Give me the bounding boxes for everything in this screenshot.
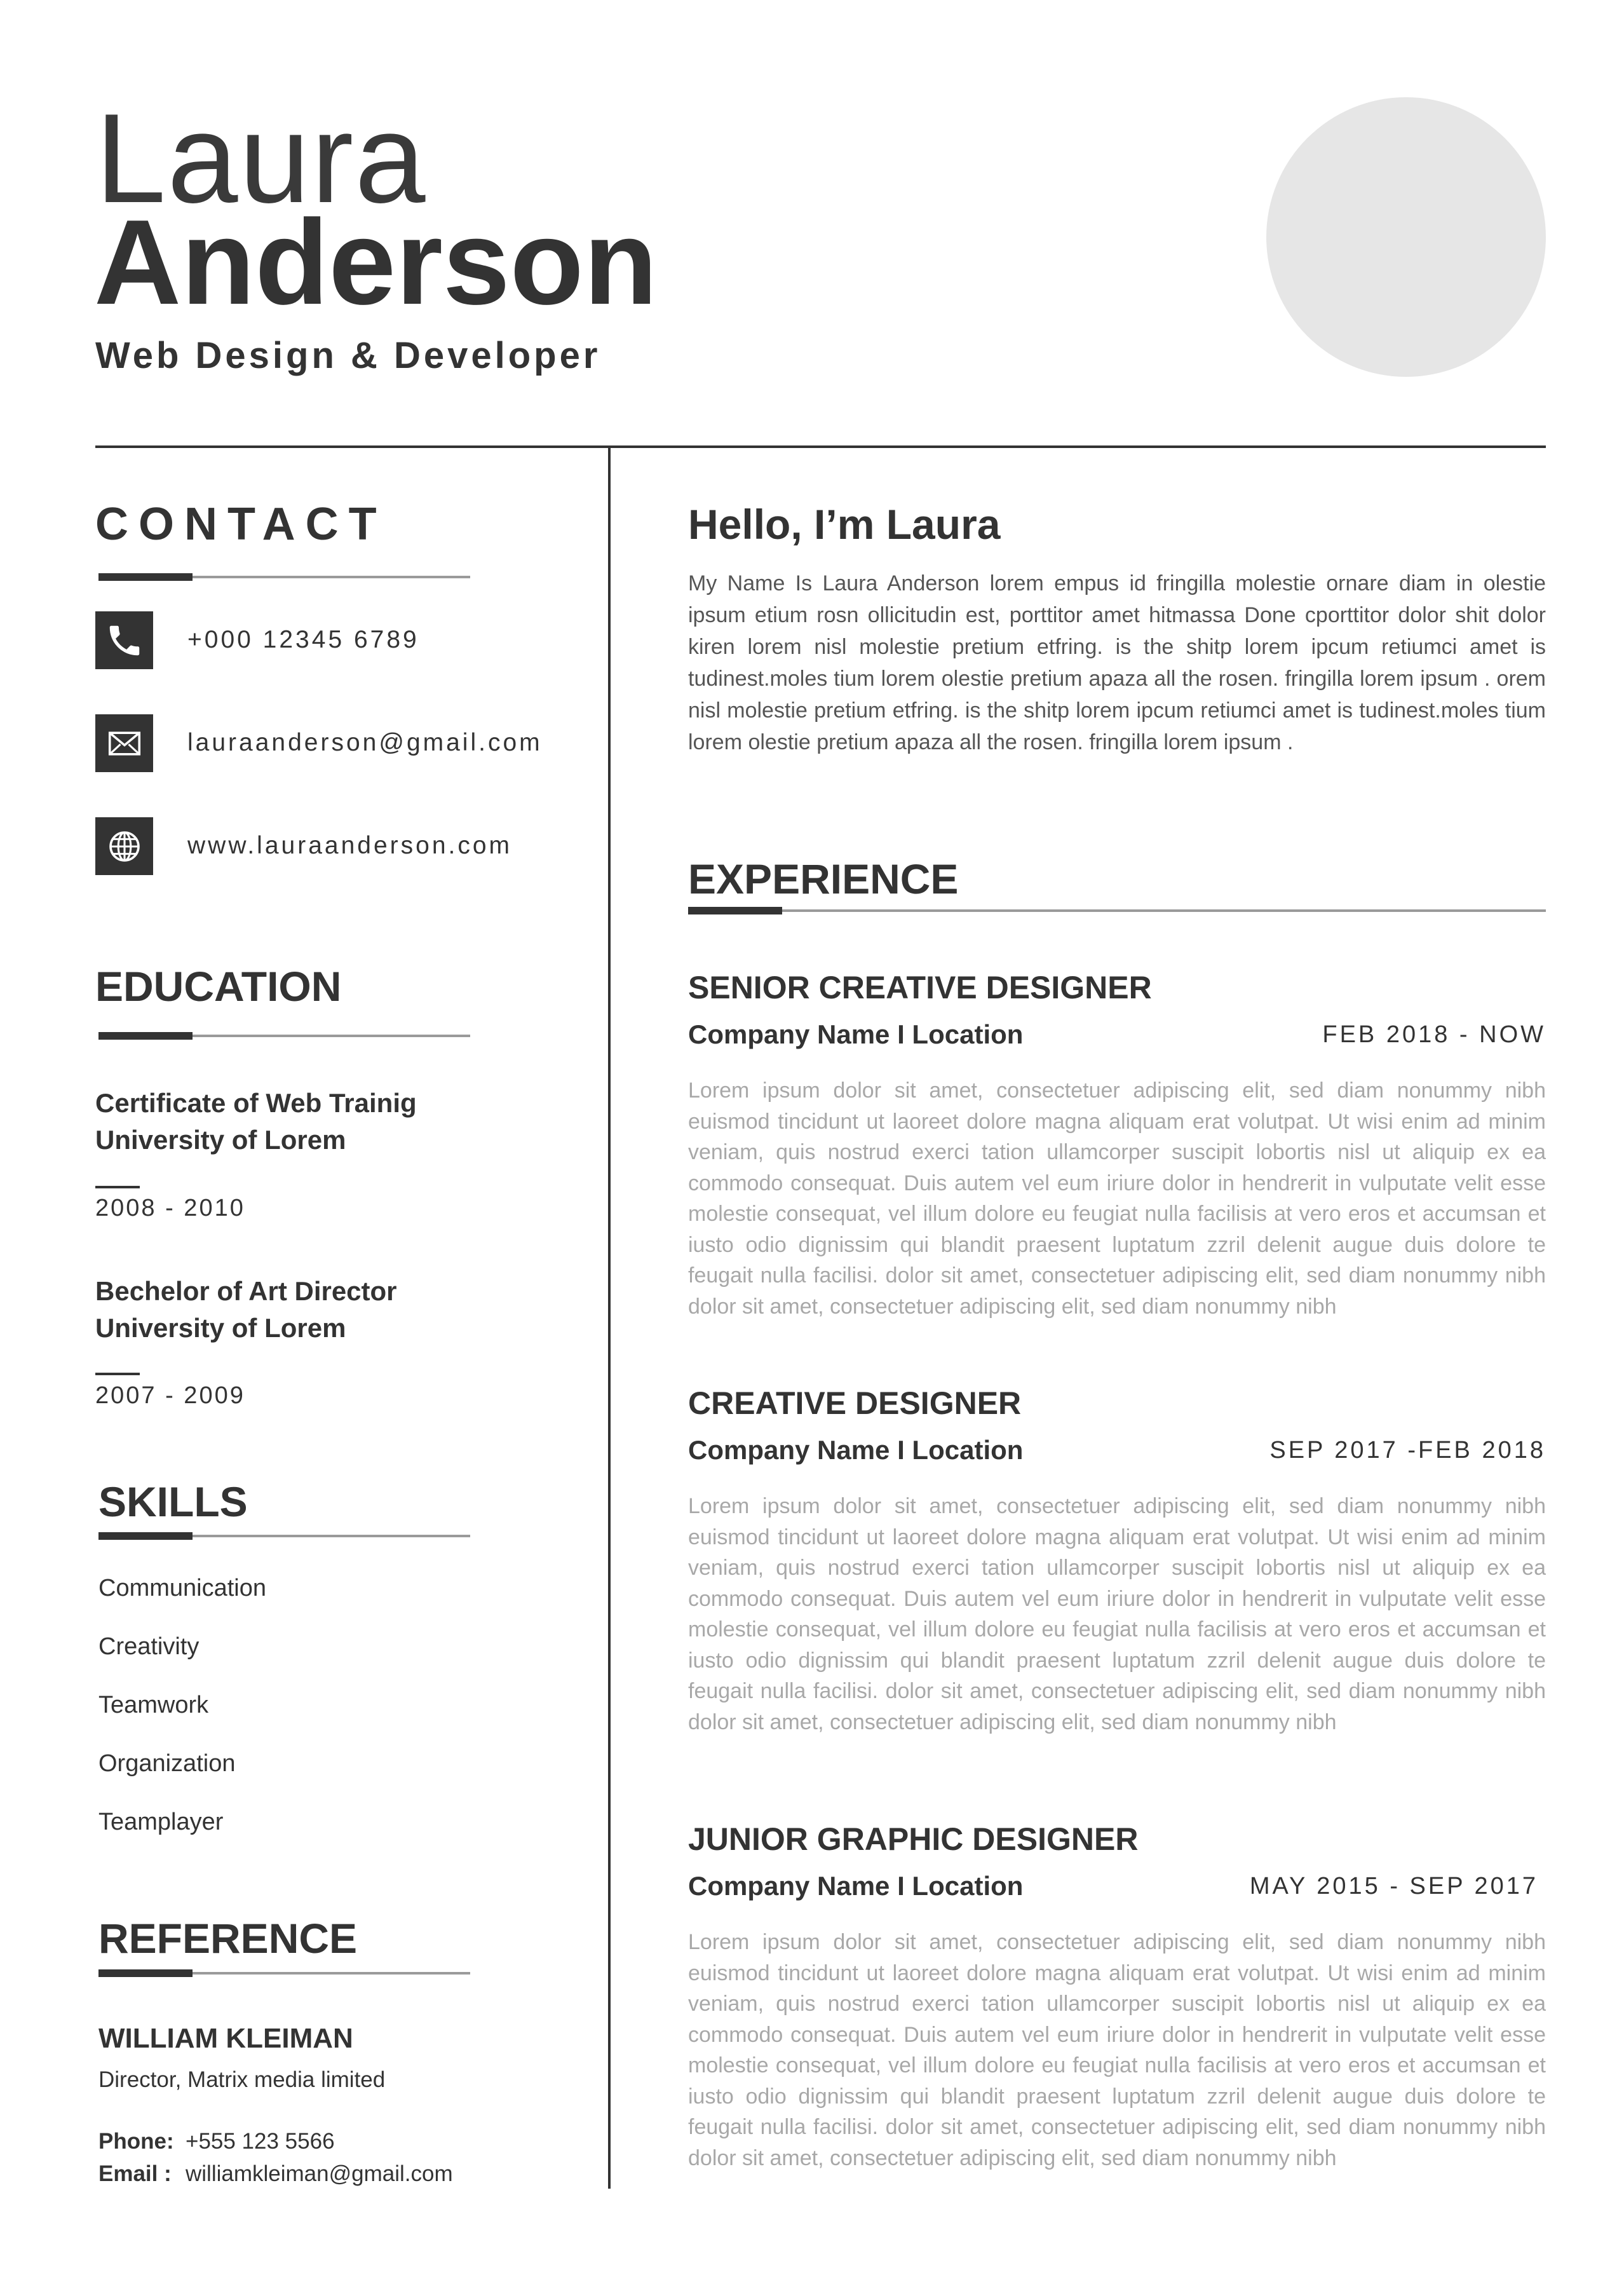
first-name: Laura — [95, 88, 427, 229]
job-1-description: Lorem ipsum dolor sit amet, consectetuer adipiscing elit, sed diam nonummy nibh euismod tincidunt ut laoreet dolore magna aliquam erat volutpat. Ut wisi enim ad minim veniam, quis nostrud exerci tation ullamcorper suscipit lobortis nisl ut aliquip ex ea commodo consequat. Duis autem vel eum iriure dolor in hendrerit in vulputate velit esse molestie consequat, vel illum dolore eu feugiat nulla facilisis at vero eros et accumsan et iusto odio dignissim qui blandit praesent luptatum zzril delenit augue duis dolore te feugait nulla facilisi. dolor sit amet, consectetuer adipiscing elit, sed diam nonummy nibh dolor sit amet, consectetuer adipiscing elit, sed diam nonummy nibh — [688, 1078, 1546, 1319]
education-underline — [98, 1035, 470, 1037]
mail-icon — [95, 714, 153, 772]
column-divider — [608, 445, 611, 2189]
reference-role: Director, Matrix media limited — [98, 2067, 386, 2092]
experience-title: EXPERIENCE — [688, 855, 959, 902]
education-item-2-years: 2007 - 2009 — [95, 1382, 245, 1409]
contact-phone[interactable]: +000 12345 6789 — [187, 626, 419, 653]
job-2-company: Company Name I Location — [688, 1435, 1024, 1465]
job-2-description: Lorem ipsum dolor sit amet, consectetuer adipiscing elit, sed diam nonummy nibh euismod tincidunt ut laoreet dolore magna aliquam erat volutpat. Ut wisi enim ad minim veniam, quis nostrud exerci tation ullamcorper suscipit lobortis nisl ut aliquip ex ea commodo consequat. Duis autem vel eum iriure dolor in hendrerit in vulputate velit esse molestie consequat, vel illum dolore eu feugiat nulla facilisis at vero eros et accumsan et iusto odio dignissim qui blandit praesent luptatum zzril delenit augue duis dolore te feugait nulla facilisi. dolor sit amet, consectetuer adipiscing elit, sed diam nonummy nibh dolor sit amet, consectetuer adipiscing elit, sed diam nonummy nibh — [688, 1494, 1546, 1734]
reference-email[interactable]: williamkleiman@gmail.com — [186, 2161, 453, 2186]
contact-email[interactable]: lauraanderson@gmail.com — [187, 729, 543, 756]
education-item-2-line2: University of Lorem — [95, 1313, 346, 1343]
skill-item: Teamwork — [98, 1692, 209, 1718]
skill-item: Communication — [98, 1575, 266, 1601]
reference-email-label: Email : — [98, 2161, 172, 2186]
job-3-description: Lorem ipsum dolor sit amet, consectetuer adipiscing elit, sed diam nonummy nibh euismod tincidunt ut laoreet dolore magna aliquam erat volutpat. Ut wisi enim ad minim veniam, quis nostrud exerci tation ullamcorper suscipit lobortis nisl ut aliquip ex ea commodo consequat. Duis autem vel eum iriure dolor in hendrerit in vulputate velit esse molestie consequat, vel illum dolore eu feugiat nulla facilisis at vero eros et accumsan et iusto odio dignissim qui blandit praesent luptatum zzril delenit augue duis dolore te feugait nulla facilisi. dolor sit amet, consectetuer adipiscing elit, sed diam nonummy nibh dolor sit amet, consectetuer adipiscing elit, sed diam nonummy nibh — [688, 1930, 1546, 2170]
job-1-company: Company Name I Location — [688, 1019, 1024, 1049]
education-item-1-years: 2008 - 2010 — [95, 1195, 245, 1221]
education-item-1-line2: University of Lorem — [95, 1125, 346, 1155]
reference-email-row — [98, 2158, 453, 2190]
contact-underline — [98, 576, 470, 578]
education-title: EDUCATION — [95, 963, 342, 1010]
job-1-role: SENIOR CREATIVE DESIGNER — [688, 970, 1152, 1005]
reference-underline — [98, 1972, 470, 1975]
phone-icon — [95, 611, 153, 669]
contact-title: CONTACT — [95, 499, 387, 550]
education-item-1-line1: Certificate of Web Trainig — [95, 1088, 417, 1118]
reference-phone-row — [98, 2126, 335, 2158]
reference-phone[interactable]: +555 123 5566 — [186, 2129, 335, 2154]
job-3-role: JUNIOR GRAPHIC DESIGNER — [688, 1821, 1139, 1857]
contact-website[interactable]: www.lauraanderson.com — [187, 832, 513, 859]
job-title: Web Design & Developer — [95, 335, 601, 376]
skills-underline — [98, 1535, 470, 1537]
skill-item: Organization — [98, 1750, 236, 1777]
job-3-date: MAY 2015 - SEP 2017 — [1249, 1873, 1538, 1900]
skills-title: SKILLS — [98, 1478, 248, 1525]
job-2-role: CREATIVE DESIGNER — [688, 1385, 1022, 1421]
profile-photo-placeholder — [1266, 97, 1546, 377]
education-item-2-line1: Bechelor of Art Director — [95, 1276, 397, 1306]
reference-title: REFERENCE — [98, 1915, 358, 1962]
skill-item: Creativity — [98, 1633, 200, 1660]
education-item-1-dash — [95, 1186, 140, 1188]
reference-phone-label: Phone: — [98, 2129, 174, 2154]
job-2-date: SEP 2017 -FEB 2018 — [1269, 1437, 1546, 1464]
job-3-company: Company Name I Location — [688, 1871, 1024, 1901]
experience-underline — [688, 909, 1546, 912]
education-item-2-dash — [95, 1373, 140, 1375]
about-title: Hello, I’m Laura — [688, 501, 1001, 548]
reference-name: WILLIAM KLEIMAN — [98, 2023, 353, 2054]
about-text: My Name Is Laura Anderson lorem empus id fringilla molestie ornare diam in olestie ipsum etium rosn ollicitudin est, porttitor amet hitmassa Done cporttitor dolor shit dolor kiren lorem nisl molestie pretium etfring. is the shitp lorem ipcum retiumci amet is tudinest.moles tium lorem olestie pretium apaza all the rosen. fringilla lorem ipsum . orem nisl molestie pretium etfring. is the shitp lorem ipcum retiumci amet is tudinest.moles tium lorem olestie pretium apaza all the rosen. fringilla lorem ipsum . — [688, 571, 1546, 754]
header-divider — [95, 445, 1546, 448]
skill-item: Teamplayer — [98, 1809, 224, 1835]
job-1-date: FEB 2018 - NOW — [1322, 1021, 1546, 1048]
globe-icon — [95, 817, 153, 875]
last-name: Anderson — [94, 195, 658, 330]
